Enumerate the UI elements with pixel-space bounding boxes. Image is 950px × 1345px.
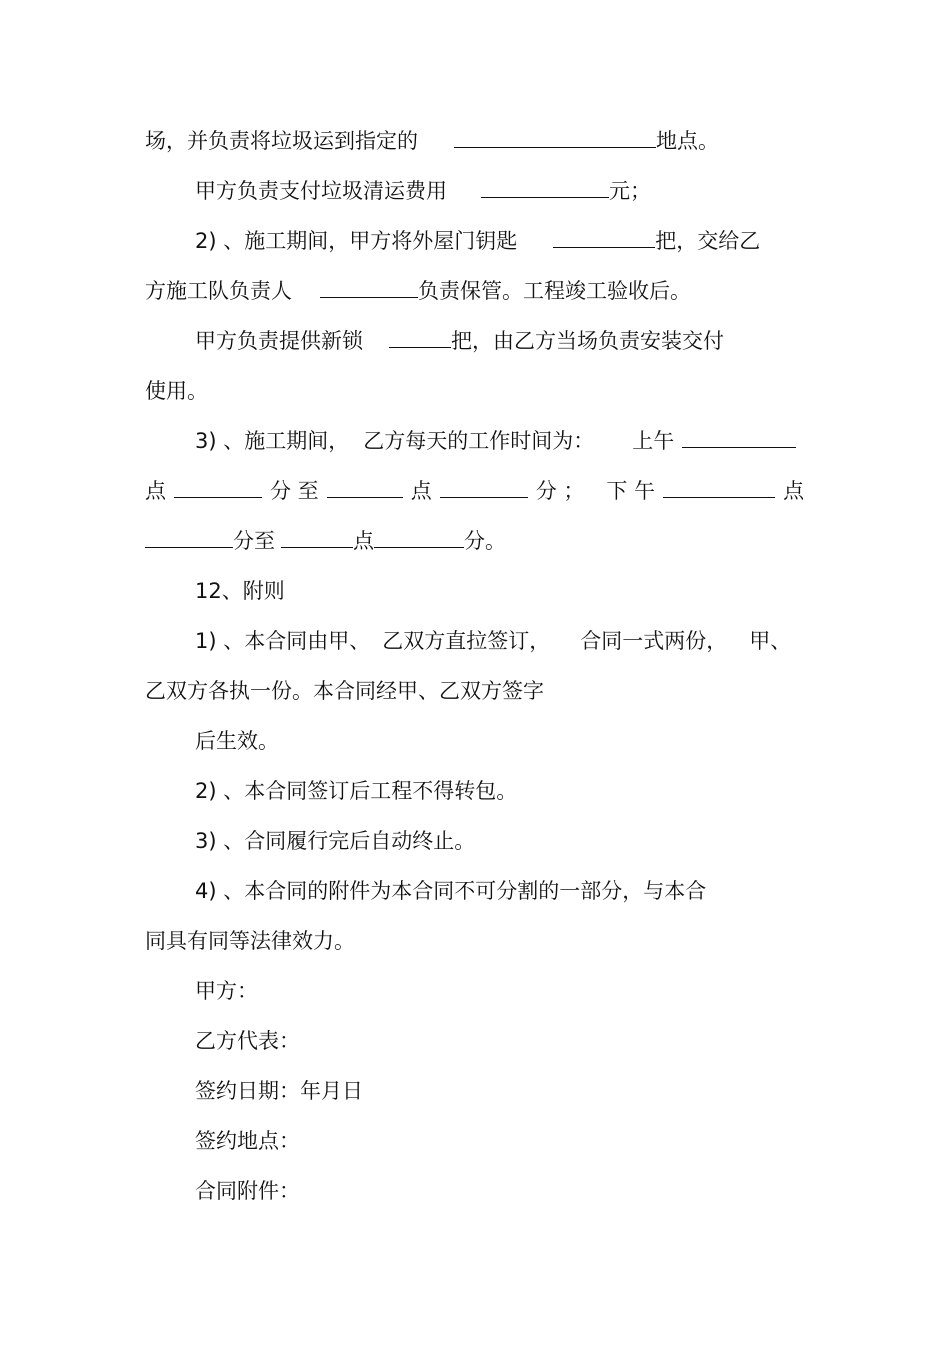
text-line-15 xyxy=(195,827,475,855)
line-text: 分至 xyxy=(233,529,275,553)
fill-blank-disposal-location[interactable] xyxy=(454,129,656,148)
text-line-9 xyxy=(145,527,506,555)
line-text: 乙双方各执一份。本合同经甲、乙双方签字 xyxy=(145,679,544,703)
line-text: 把，由乙方当场负责安装交付 xyxy=(451,329,724,353)
line-text: 分。 xyxy=(464,529,506,553)
line-text: 4) 、本合同的附件为本合同不可分割的一部分，与本合 xyxy=(195,879,707,903)
line-text: 签约日期：年月日 xyxy=(195,1079,363,1103)
text-line-5 xyxy=(195,327,724,355)
line-text: 点 xyxy=(783,479,805,503)
line-text: 2) 、本合同签订后工程不得转包。 xyxy=(195,779,518,803)
attachment-label xyxy=(195,1177,300,1205)
line-text: 点 xyxy=(353,529,374,553)
text-line-13 xyxy=(195,727,279,755)
text-line-6 xyxy=(145,377,208,405)
fill-blank-pm-end-minute[interactable] xyxy=(374,529,464,548)
line-text: 甲方负责支付垃圾清运费用 xyxy=(195,179,447,203)
text-line-16 xyxy=(195,877,706,905)
fill-blank-pm-start-hour[interactable] xyxy=(663,479,775,498)
line-text: 乙双方直拉签订， xyxy=(382,629,551,653)
fill-blank-team-leader[interactable] xyxy=(320,279,418,298)
line-text: 负责保管。工程竣工验收后。 xyxy=(418,279,691,303)
party-a-label xyxy=(195,977,258,1005)
line-text: 合同一式两份， xyxy=(580,629,728,653)
line-text: 甲方： xyxy=(195,979,258,1003)
section-heading-12 xyxy=(195,577,285,605)
line-text: 上午 xyxy=(632,429,675,453)
fill-blank-cleanup-fee[interactable] xyxy=(481,179,609,198)
signing-date-label xyxy=(195,1077,363,1105)
fill-blank-am-end-hour[interactable] xyxy=(327,479,403,498)
signing-place-label xyxy=(195,1127,300,1155)
line-text: 后生效。 xyxy=(195,729,279,753)
text-line-14 xyxy=(195,777,517,805)
fill-blank-pm-end-hour[interactable] xyxy=(281,529,353,548)
line-text: 元； xyxy=(609,179,651,203)
text-line-12 xyxy=(145,677,544,705)
fill-blank-am-end-minute[interactable] xyxy=(440,479,528,498)
line-text: 方施工队负责人 xyxy=(145,279,292,303)
line-text: 12、附则 xyxy=(195,579,285,603)
party-b-rep-label xyxy=(195,1027,300,1055)
line-text: 使用。 xyxy=(145,379,208,403)
line-text: 合同附件： xyxy=(195,1179,300,1203)
line-text: 场，并负责将垃圾运到指定的 xyxy=(145,129,418,153)
line-text: 同具有同等法律效力。 xyxy=(145,929,355,953)
line-text: 甲、 xyxy=(749,629,792,653)
fill-blank-pm-start-minute[interactable] xyxy=(145,529,233,548)
line-text: 1) 、本合同由甲、 xyxy=(195,629,371,653)
fill-blank-am-start-hour[interactable] xyxy=(682,429,796,448)
line-text: 把，交给乙 xyxy=(655,229,761,253)
line-text: 点 xyxy=(145,479,166,503)
line-text: 乙方每天的工作时间为： xyxy=(363,429,595,453)
text-line-7 xyxy=(195,427,796,455)
line-text: 2) 、施工期间，甲方将外屋门钥匙 xyxy=(195,229,518,253)
line-text: 分 至 xyxy=(270,479,319,503)
fill-blank-am-start-minute[interactable] xyxy=(174,479,262,498)
line-text: 下 午 xyxy=(606,479,656,503)
line-text: 点 xyxy=(410,479,432,503)
text-line-4 xyxy=(145,277,691,305)
line-text: 3) 、施工期间， xyxy=(195,429,350,453)
line-text: 乙方代表： xyxy=(195,1029,300,1053)
text-line-2 xyxy=(195,177,651,205)
fill-blank-lock-count[interactable] xyxy=(389,329,451,348)
line-text: 分 ； xyxy=(535,479,585,503)
text-line-11 xyxy=(195,627,791,655)
text-line-17 xyxy=(145,927,355,955)
text-line-3 xyxy=(195,227,760,255)
fill-blank-key-count[interactable] xyxy=(553,229,655,248)
text-line-8 xyxy=(145,477,804,505)
line-text: 签约地点： xyxy=(195,1129,300,1153)
line-text: 3) 、合同履行完后自动终止。 xyxy=(195,829,476,853)
line-text: 甲方负责提供新锁 xyxy=(195,329,363,353)
line-text: 地点。 xyxy=(656,129,719,153)
text-line-1 xyxy=(145,127,719,155)
